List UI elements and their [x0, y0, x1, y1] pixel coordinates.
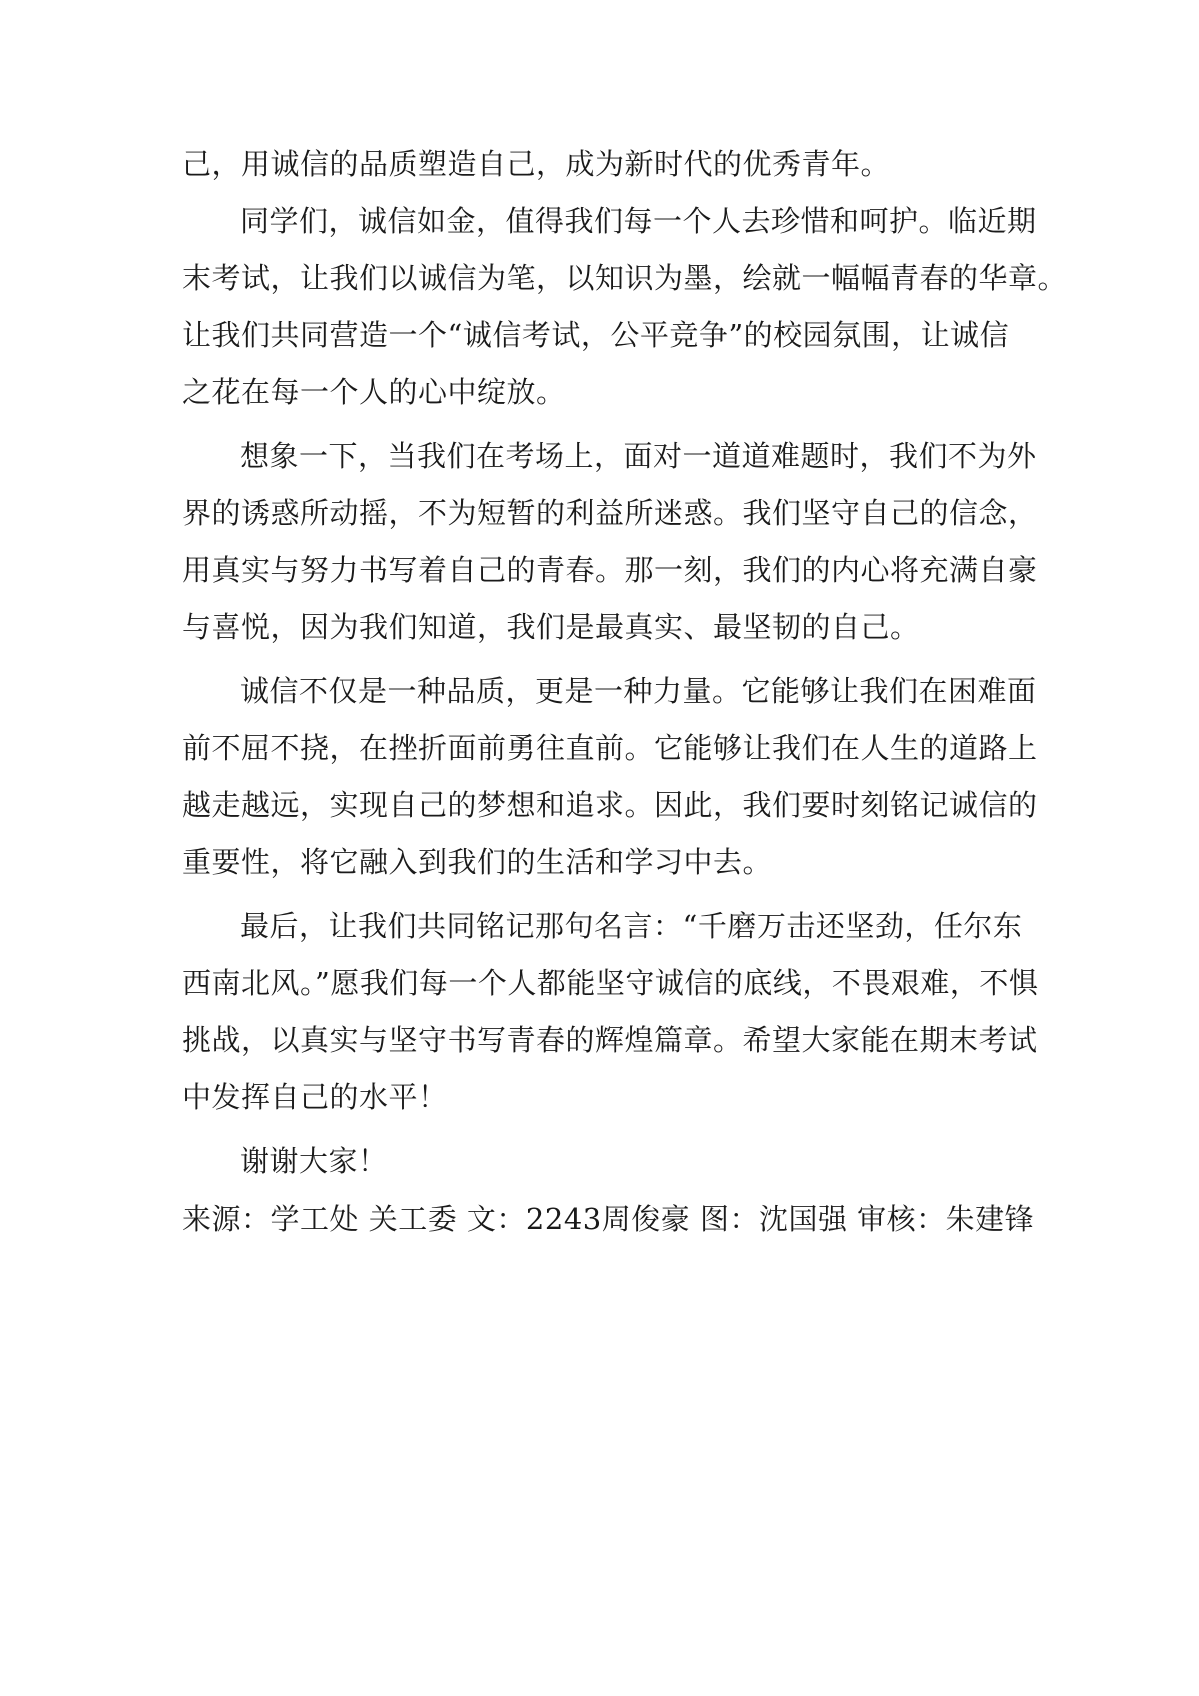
text-line: 界的诱惑所动摇，不为短暂的利益所迷惑。我们坚守自己的信念，: [182, 496, 1038, 530]
credits-line: 来源：学工处 关工委 文：2243周俊豪 图：沈国强 审核：朱建锋: [182, 1202, 1035, 1236]
text-line: 与喜悦，因为我们知道，我们是最真实、最坚韧的自己。: [182, 610, 920, 644]
paragraph-first-line: 想象一下，当我们在考场上，面对一道道难题时，我们不为外: [240, 439, 1037, 473]
paragraph-first-line: 诚信不仅是一种品质，更是一种力量。它能够让我们在困难面: [240, 674, 1037, 708]
text-line: 之花在每一个人的心中绽放。: [182, 375, 566, 409]
text-line: 用真实与努力书写着自己的青春。那一刻，我们的内心将充满自豪: [182, 553, 1038, 587]
text-line: 让我们共同营造一个“诚信考试，公平竞争”的校园氛围，让诚信: [182, 318, 1010, 352]
text-line: 中发挥自己的水平！: [182, 1080, 448, 1114]
text-line: 西南北风。”愿我们每一个人都能坚守诚信的底线，不畏艰难，不惧: [182, 966, 1039, 1000]
text-line: 末考试，让我们以诚信为笔，以知识为墨，绘就一幅幅青春的华章。: [182, 261, 1068, 295]
paragraph-first-line: 同学们，诚信如金，值得我们每一个人去珍惜和呵护。临近期: [240, 204, 1037, 238]
closing-thanks: 谢谢大家！: [240, 1144, 388, 1178]
text-line: 重要性，将它融入到我们的生活和学习中去。: [182, 845, 773, 879]
paragraph-first-line: 最后，让我们共同铭记那句名言：“千磨万击还坚劲，任尔东: [240, 909, 1023, 943]
text-line: 前不屈不挠，在挫折面前勇往直前。它能够让我们在人生的道路上: [182, 731, 1038, 765]
text-line: 己，用诚信的品质塑造自己，成为新时代的优秀青年。: [182, 147, 891, 181]
text-line: 挑战，以真实与坚守书写青春的辉煌篇章。希望大家能在期末考试: [182, 1023, 1038, 1057]
text-line: 越走越远，实现自己的梦想和追求。因此，我们要时刻铭记诚信的: [182, 788, 1038, 822]
